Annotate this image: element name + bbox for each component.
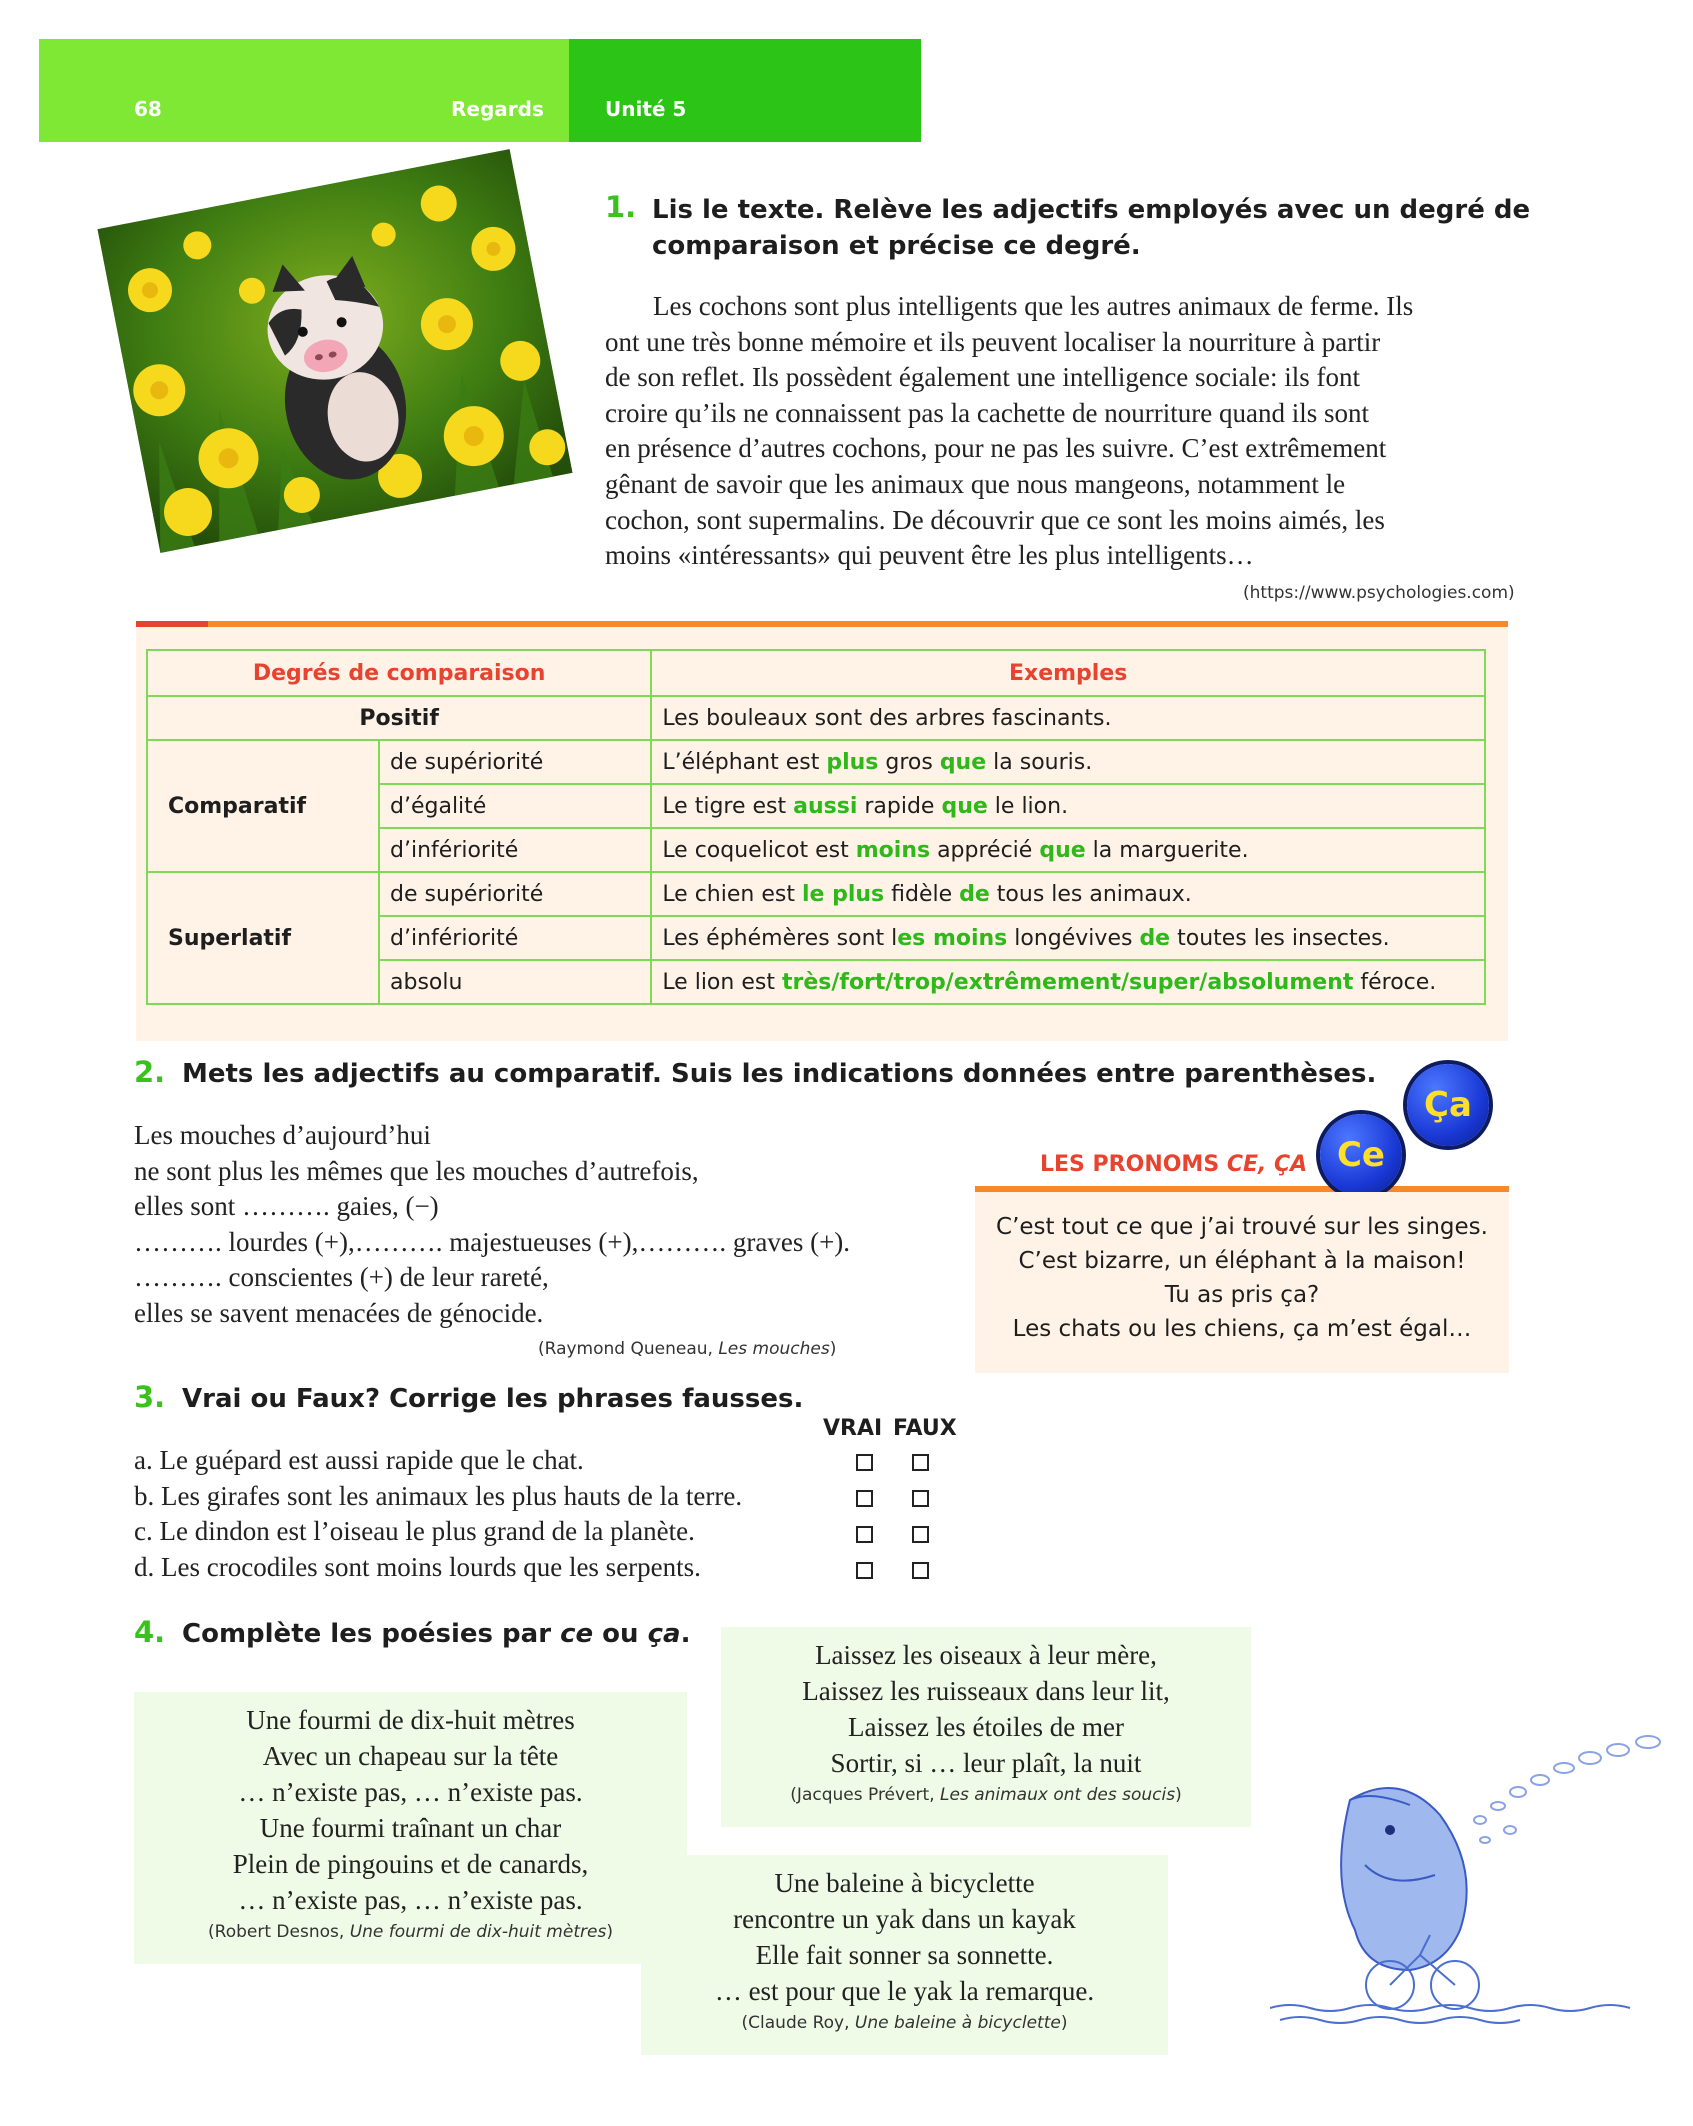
poem-2-source: (Jacques Prévert, Les animaux ont des soucis) [790, 1785, 1182, 1805]
example-cell [651, 828, 1485, 872]
subdegree-cell: absolu [379, 960, 651, 1004]
comparison-marker: très/fort/trop/extrêmement/super/absolument [781, 969, 1354, 995]
ball-ce-icon: Ce [1320, 1114, 1402, 1196]
page-number: 68 [134, 97, 162, 121]
pronoms-example: Les chats ou les chiens, ça m’est égal… [1012, 1316, 1472, 1342]
subdegree-cell: d’infériorité [379, 916, 651, 960]
exercise-4-title: Complète les poésies par ce ou ça. [182, 1619, 691, 1649]
vrai-checkbox-c[interactable] [856, 1526, 873, 1543]
comparison-marker: es moins [897, 925, 1008, 951]
example-cell [651, 916, 1485, 960]
poem-box-3: Une baleine à bicyclette rencontre un yak dans un kayak Elle fait sonner sa sonnette. … est pour que le yak la remarque. (Claude Roy, Une baleine à bicyclette) [641, 1855, 1168, 2055]
exercise-1-title: Lis le texte. Relève les adjectifs employés avec un degré de comparaison et précise ce degré. [652, 195, 1531, 261]
table-header-degrees: Degrés de comparaison [147, 650, 651, 696]
degree-comparatif: Comparatif [147, 740, 379, 872]
vrai-checkbox-a[interactable] [856, 1454, 873, 1471]
ball-ca-icon: Ça [1407, 1064, 1489, 1146]
poem-3-source: (Claude Roy, Une baleine à bicyclette) [741, 2013, 1068, 2033]
exercise-3-number: 3. [134, 1380, 166, 1414]
statement: b. Les girafes sont les animaux les plus hauts de la terre. [134, 1480, 743, 1511]
piglet-photo [97, 149, 572, 553]
poem-box-1: Une fourmi de dix-huit mètres Avec un chapeau sur la tête … n’existe pas, … n’existe pas. Une fourmi traînant un char Plein de pingouins et de canards, … n’existe pas, … n’existe pas. (Robert Desnos, Une fourmi de dix-huit mètres) [134, 1692, 687, 1964]
example-text: apprécié [930, 837, 1040, 863]
vrai-checkbox-b[interactable] [856, 1490, 873, 1507]
example-cell [651, 872, 1485, 916]
exercise-3-title: Vrai ou Faux? Corrige les phrases fausses. [182, 1384, 804, 1414]
header-bar-left [39, 39, 569, 142]
comparison-marker: aussi [793, 793, 858, 819]
comparison-marker: que [939, 749, 987, 775]
pronoms-box [975, 1192, 1509, 1373]
example-cell [651, 960, 1485, 1004]
example-text: Le chien est [662, 881, 802, 907]
faux-checkbox-b[interactable] [912, 1490, 929, 1507]
subdegree-cell: d’infériorité [379, 828, 651, 872]
comparison-marker: plus [826, 749, 879, 775]
whale-bicycle-illustration [1270, 1730, 1680, 2040]
pronoms-example: Tu as pris ça? [1164, 1282, 1320, 1308]
example-text: Les éphémères sont l [662, 925, 898, 951]
example-text: longévives [1007, 925, 1140, 951]
example-positif: Les bouleaux sont des arbres fascinants. [651, 696, 1485, 740]
example-text: Le coquelicot est [662, 837, 856, 863]
subdegree-cell: d’égalité [379, 784, 651, 828]
degree-superlatif: Superlatif [147, 872, 379, 1004]
col-faux: FAUX [893, 1416, 957, 1441]
example-text: rapide [857, 793, 942, 819]
example-text: gros [878, 749, 940, 775]
pronoms-example: C’est tout ce que j’ai trouvé sur les singes. [996, 1214, 1488, 1240]
pronoms-example: C’est bizarre, un éléphant à la maison! [1018, 1248, 1466, 1274]
faux-checkbox-c[interactable] [912, 1526, 929, 1543]
exercise-1-text: Les cochons sont plus intelligents que les autres animaux de ferme. Ils ont une très bonne mémoire et ils peuvent localiser la nourriture à partir de son reflet. Ils possèdent également une intelligence sociale: ils font croire qu’ils ne connaissent pas la cachette de nourriture quand ils sont en présence d’autres cochons, pour ne pas les suivre. C’est extrêmement gênant de savoir que les animaux que nous mangeons, notamment le cochon, sont supermalins. De découvrir que ce sont les moins aimés, les moins «intéressants» qui peuvent être les plus intelligents… [605, 291, 1414, 571]
statement: d. Les crocodiles sont moins lourds que les serpents. [134, 1551, 701, 1582]
poem-box-2: Laissez les oiseaux à leur mère, Laissez les ruisseaux dans leur lit, Laissez les étoiles de mer Sortir, si … leur plaît, la nuit (Jacques Prévert, Les animaux ont des soucis) [721, 1627, 1251, 1827]
exercise-2-number: 2. [134, 1055, 166, 1089]
exercise-1-number: 1. [605, 190, 637, 224]
subdegree-cell: de supériorité [379, 740, 651, 784]
exercise-2-title: Mets les adjectifs au comparatif. Suis les indications données entre parenthèses. [182, 1059, 1377, 1089]
example-text: tous les animaux. [989, 881, 1192, 907]
example-text: fidèle [884, 881, 960, 907]
example-text: la marguerite. [1085, 837, 1249, 863]
vrai-checkbox-d[interactable] [856, 1562, 873, 1579]
statement: a. Le guépard est aussi rapide que le chat. [134, 1445, 584, 1475]
faux-checkbox-d[interactable] [912, 1562, 929, 1579]
example-cell [651, 784, 1485, 828]
table-header-examples: Exemples [651, 650, 1485, 696]
col-vrai: VRAI [823, 1416, 883, 1441]
example-text: féroce. [1353, 969, 1437, 995]
example-text: Le lion est [662, 969, 782, 995]
comparison-marker: de [959, 881, 990, 907]
faux-checkbox-a[interactable] [912, 1454, 929, 1471]
exercise-2-source: (Raymond Queneau, Les mouches) [538, 1339, 837, 1359]
section-title: Regards [451, 97, 544, 121]
pronoms-title: LES PRONOMS CE, ÇA [1040, 1152, 1308, 1177]
exercise-2-poem: Les mouches d’aujourd’hui ne sont plus les mêmes que les mouches d’autrefois, elles sont ………. gaies, (−) ………. lourdes (+),………. majestueuses (+),………. graves (+). ………. conscientes (+) de leur rareté, elles se savent menacées de génocide. [134, 1120, 851, 1328]
statement: c. Le dindon est l’oiseau le plus grand de la planète. [134, 1516, 695, 1547]
comparison-marker: que [1039, 837, 1086, 863]
example-text: toutes les insectes. [1170, 925, 1390, 951]
exercise-4-number: 4. [134, 1615, 166, 1649]
example-text: le lion. [987, 793, 1069, 819]
example-text: Le tigre est [662, 793, 794, 819]
comparison-marker: que [941, 793, 988, 819]
header-bar-right [569, 39, 921, 142]
exercise-1-source: (https://www.psychologies.com) [1243, 583, 1515, 603]
comparison-table-panel [136, 627, 1508, 1041]
example-cell [651, 740, 1485, 784]
poem-1-source: (Robert Desnos, Une fourmi de dix-huit mètres) [208, 1922, 613, 1942]
comparison-marker: de [1139, 925, 1171, 951]
exercise-3-items [134, 1443, 834, 1585]
comparison-marker: le plus [801, 881, 885, 907]
unit-title: Unité 5 [605, 97, 687, 121]
example-text: la souris. [986, 749, 1093, 775]
comparison-marker: moins [855, 837, 931, 863]
degree-positif: Positif [147, 696, 651, 740]
example-text: L’éléphant est [662, 749, 827, 775]
subdegree-cell: de supériorité [379, 872, 651, 916]
comparison-table [146, 649, 1486, 1005]
